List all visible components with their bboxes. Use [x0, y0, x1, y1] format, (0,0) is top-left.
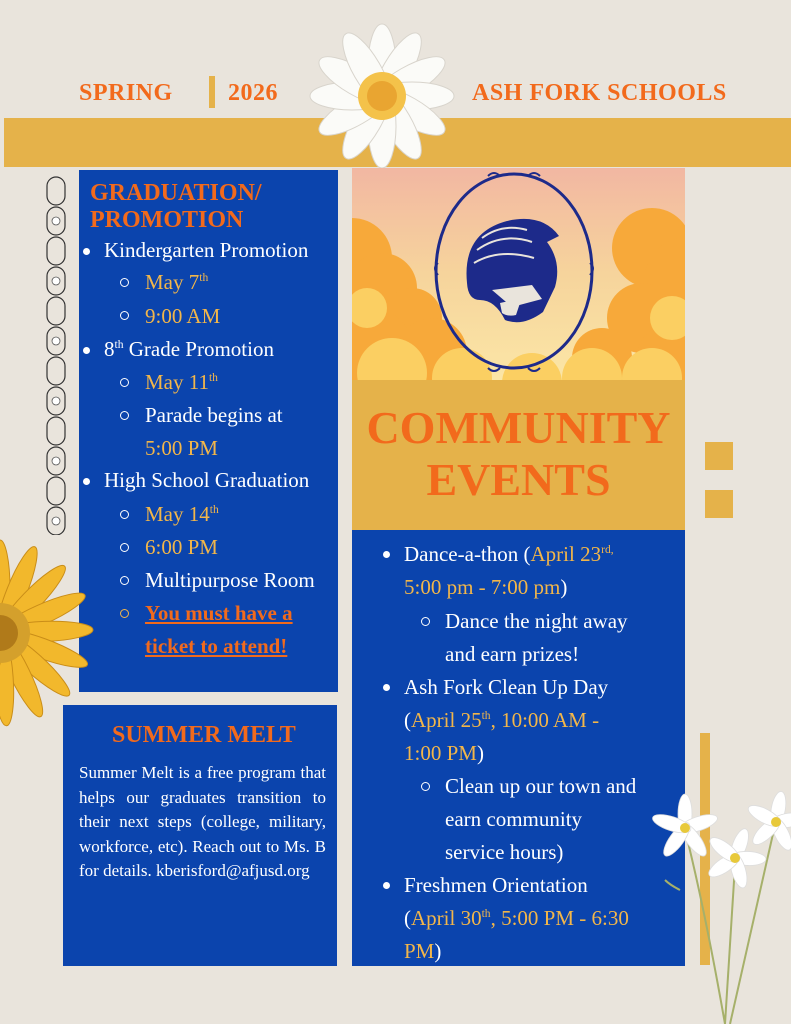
bullet-icon [383, 551, 390, 558]
sub-bullet-icon [120, 378, 129, 387]
eighth-grade-label: 8th Grade Promotion [104, 337, 274, 361]
white-flowers-icon [640, 780, 791, 1024]
community-title-line2: EVENTS [426, 454, 611, 505]
cleanup-desc-line3: service hours) [445, 840, 564, 864]
sub-bullet-icon [120, 311, 129, 320]
cleanup-desc-line2: earn community [445, 807, 583, 831]
parade-label: Parade begins at [145, 403, 283, 427]
bullet-icon [83, 478, 90, 485]
cleanup-desc-line1: Clean up our town and [445, 774, 637, 798]
cleanup-event-name: Ash Fork Clean Up Day [404, 675, 609, 699]
sub-bullet-icon [120, 609, 129, 618]
daisy-flower-icon [300, 20, 465, 180]
high-school-date: May 14th [145, 502, 219, 526]
summer-melt-title: SUMMER MELT [112, 722, 296, 748]
summer-melt-body: Summer Melt is a free program that helps our graduates transition to their next steps (college, military, workforce, etc). Reach out to Ms. B for details. kberisford@afjusd.org [79, 763, 326, 880]
mascot-banner [352, 168, 685, 380]
bullet-icon [83, 347, 90, 354]
bullet-icon [83, 248, 90, 255]
high-school-time: 6:00 PM [145, 535, 218, 559]
community-title [352, 402, 685, 506]
sub-bullet-icon [120, 576, 129, 585]
dance-event-line1: Dance-a-thon (April $23^{rd,}$ [404, 542, 614, 566]
year-label: 2026 [228, 80, 278, 106]
high-school-label: High School Graduation [104, 468, 310, 492]
eighth-grade-date: May 11th [145, 370, 218, 394]
sub-bullet-icon [120, 543, 129, 552]
cleanup-event-line2: (April 25th, 10:00 AM - [404, 708, 600, 732]
community-title-line1: COMMUNITY [366, 402, 671, 453]
dance-desc-line2: and earn prizes! [445, 642, 580, 666]
bullet-icon [383, 684, 390, 691]
school-name: ASH FORK SCHOOLS [472, 80, 727, 106]
sub-bullet-icon [421, 782, 430, 791]
sub-bullet-icon [120, 510, 129, 519]
dance-desc-line1: Dance the night away [445, 609, 628, 633]
freshmen-event-line3: PM) [404, 939, 442, 963]
graduation-title [90, 180, 262, 234]
cleanup-event-line3: 1:00 PM) [404, 741, 484, 765]
graduation-title-line2: PROMOTION [90, 207, 244, 233]
chain-decoration [44, 175, 68, 535]
freshmen-event-name: Freshmen Orientation [404, 873, 588, 897]
sub-bullet-icon [120, 411, 129, 420]
kindergarten-time: 9:00 AM [145, 304, 221, 328]
decorative-square [705, 490, 733, 518]
header-divider [209, 76, 215, 108]
ticket-notice-line1: You must have a [145, 601, 293, 625]
freshmen-event-line2: (April 30th, 5:00 PM - 6:30 [404, 906, 629, 930]
sub-bullet-icon [120, 278, 129, 287]
decorative-square [705, 442, 733, 470]
season-label: SPRING [79, 80, 173, 106]
bullet-icon [383, 882, 390, 889]
graduation-title-line1: GRADUATION/ [90, 180, 262, 206]
high-school-room: Multipurpose Room [145, 568, 315, 592]
kindergarten-date: May 7th [145, 270, 209, 294]
parade-time: 5:00 PM [145, 436, 218, 460]
sub-bullet-icon [421, 617, 430, 626]
dance-event-line2: 5:00 pm - 7:00 pm) [404, 575, 568, 599]
ticket-notice-line2: ticket to attend! [145, 634, 288, 658]
kindergarten-label: Kindergarten Promotion [104, 238, 309, 262]
